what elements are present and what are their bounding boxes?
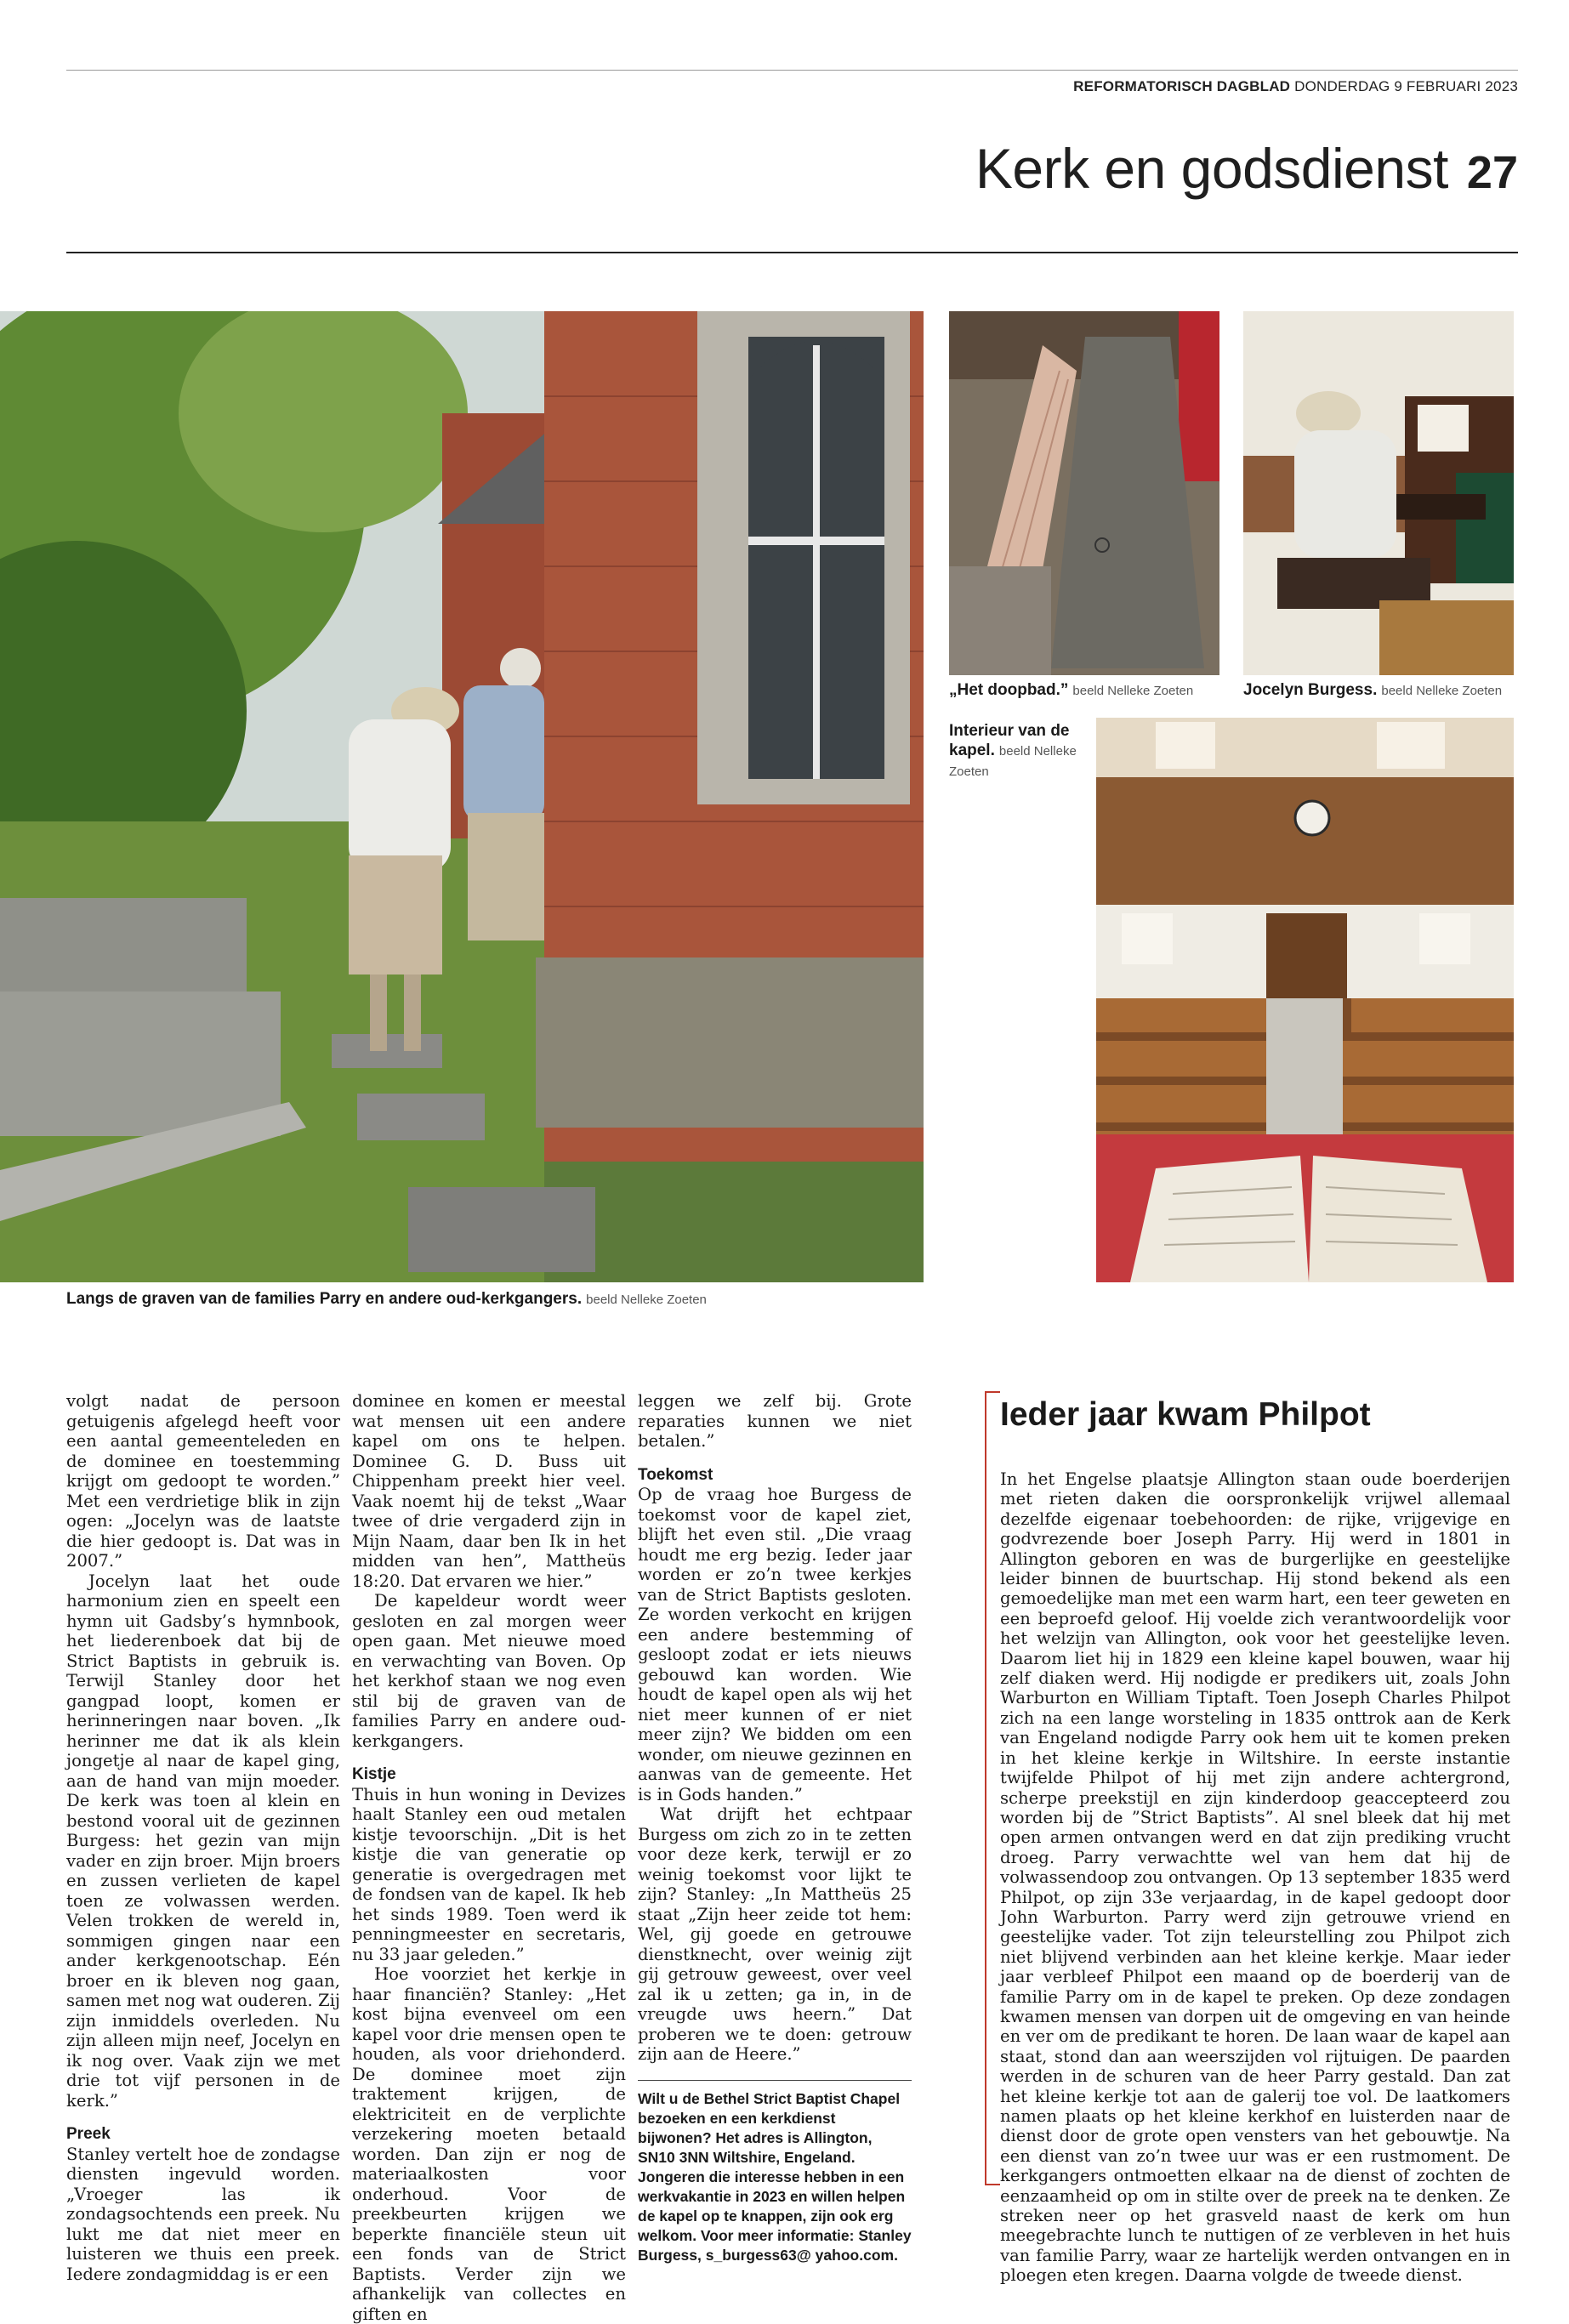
article-paragraph: dominee en komen er meestal wat mensen uit een andere kapel om ons te helpen. Dominee G. D. Buss uit Chippenham preekt hier veel. Vaak noemt hij de tekst „Waar twee of drie vergaderd zijn in Mijn Naam, daar ben Ik in het midden van hen”, Mattheüs 18:20. Dat ervaren we hier.”	[352, 1391, 626, 1591]
paper-name: REFORMATORISCH DAGBLAD	[1073, 78, 1291, 94]
section-title: Kerk en godsdienst	[975, 137, 1448, 200]
jocelyn-credit: beeld Nelleke Zoeten	[1381, 684, 1503, 698]
article-paragraph: leggen we zelf bij. Grote reparaties kunnen we niet betalen.”	[638, 1391, 912, 1451]
jocelyn-caption-text: Jocelyn Burgess.	[1243, 681, 1378, 699]
article-column-3	[638, 1391, 912, 2265]
article-paragraph: Thuis in hun woning in Devizes haalt Stanley een oud metalen kistje tevoorschijn. „Dit is het kistje die van generatie op generatie is overgedragen met de fondsen van de kapel. Ik heb het sinds 1989. Toen werd ik penningmeester en secretaris, nu 33 jaar geleden.”	[352, 1784, 626, 1964]
article-column-2	[352, 1391, 626, 2324]
interieur-photo	[1096, 718, 1514, 1282]
main-photo-caption	[66, 1289, 917, 1310]
doopbad-caption	[949, 680, 1230, 701]
subheading-kistje: Kistje	[352, 1765, 396, 1783]
top-rule	[66, 70, 1518, 71]
main-photo	[0, 311, 924, 1282]
article-paragraph: volgt nadat de persoon getuigenis afgelegd heeft voor een aantal gemeenteleden en de dominee en toestemming krijgt om gedoopt te worden.” Met een verdrietige blik in zijn ogen: „Jocelyn was de laatste die hier gedoopt is. Dat was in 2007.”	[66, 1391, 340, 1571]
jocelyn-caption	[1243, 680, 1524, 701]
article-paragraph: De kapeldeur wordt weer gesloten en zal morgen weer open gaan. Met nieuwe moed en verwachting van Boven. Op het kerkhof staan we nog even stil bij de graven van de families Parry en andere oud-kerkgangers.	[352, 1591, 626, 1751]
article-paragraph: Stanley vertelt hoe de zondagse diensten ingevuld worden. „Vroeger las ik zondagsochtends een preek. Nu lukt me dat niet meer en luisteren we thuis een preek. Iedere zondagmiddag is er een	[66, 2144, 340, 2284]
article-paragraph: Jocelyn laat het oude harmonium zien en speelt een hymn uit Gadsby’s hymnbook, het liederenboek dat bij de Strict Baptists in gebruik is. Terwijl Stanley door het gangpad loopt, komen er herinneringen naar boven. „Ik herinner me dat ik als klein jongetje al naar de kapel ging, aan de hand van mijn moeder. De kerk was toen al klein en bestond vooral uit de gezinnen Burgess: het gezin van mijn vader en zijn broer. Mijn broers en zussen verlieten de kapel toen ze volwassen werden. Velen trokken de wereld in, sommigen gingen naar een ander kerkgenootschap. Eén broer en ik bleven nog gaan, samen met nog wat ouderen. Zij zijn inmiddels overleden. Nu zijn alleen mijn neef, Jocelyn en ik nog over. Vaak zijn we met drie tot vijf personen in de kerk.”	[66, 1571, 340, 2111]
main-photo-caption-text: Langs de graven van de families Parry en andere oud-kerkgangers.	[66, 1290, 583, 1308]
main-photo-image	[0, 311, 924, 1282]
jocelyn-photo	[1243, 311, 1514, 675]
article-column-1	[66, 1391, 340, 2284]
page-number: 27	[1466, 147, 1518, 198]
doopbad-credit: beeld Nelleke Zoeten	[1072, 684, 1194, 698]
main-photo-credit: beeld Nelleke Zoeten	[586, 1293, 707, 1307]
issue-date: DONDERDAG 9 FEBRUARI 2023	[1294, 78, 1518, 94]
article-paragraph: Hoe voorziet het kerkje in haar financiën? Stanley: „Het kost bijna evenveel om een kapel voor drie mensen open te houden, als voor driehonderd. De dominee moet zijn traktement krijgen, de elektriciteit en de verplichte verzekering moeten betaald worden. Dan zijn er nog de materiaalkosten voor onderhoud. Voor de preekbeurten krijgen we beperkte financiële steun uit een fonds van de Strict Baptists. Verder zijn we afhankelijk van collectes en giften en	[352, 1964, 626, 2324]
article-paragraph: Op de vraag hoe Burgess de toekomst voor de kapel ziet, blijft het even stil. „Die vraag houdt me erg bezig. Ieder jaar worden er zo’n twee kerkjes van de Strict Baptists gesloten. Ze worden verkocht en krijgen een andere bestemming of gesloopt zodat er iets nieuws gebouwd kan worden. Wie houdt de kapel open als wij het niet meer kunnen of er niet meer zijn? We bidden om een wonder, om nieuwe gezinnen en aanwas van de gemeente. Het is in Gods handen.”	[638, 1485, 912, 1804]
subheading-preek: Preek	[66, 2125, 111, 2143]
section-rule	[66, 252, 1518, 253]
visit-infobox: Wilt u de Bethel Strict Baptist Chapel bezoeken en een kerkdienst bijwonen? Het adres is Allington, SN10 3NN Wiltshire, Engeland. Jongeren die interesse hebben in een werkvakantie in 2023 en willen helpen de kapel op te knappen, zijn ook erg welkom. Voor meer informatie: Stanley Burgess, s_burgess63@ yahoo.com.	[638, 2089, 912, 2264]
interieur-caption-text: Interieur van de kapel.	[949, 722, 1070, 759]
infobox-rule	[638, 2080, 912, 2081]
subheading-toekomst: Toekomst	[638, 1465, 713, 1484]
interieur-caption	[949, 721, 1085, 781]
interieur-photo-image	[1096, 718, 1514, 1282]
sidebar-title: Ieder jaar kwam Philpot	[1000, 1396, 1371, 1433]
section-header	[975, 136, 1518, 201]
doopbad-photo	[949, 311, 1219, 675]
interieur-credit: beeld Nelleke Zoeten	[949, 744, 1077, 779]
jocelyn-photo-image	[1243, 311, 1514, 675]
doopbad-photo-image	[949, 311, 1219, 675]
doopbad-caption-text: „Het doopbad.”	[949, 681, 1069, 699]
article-paragraph: Wat drijft het echtpaar Burgess om zich zo in te zetten voor deze kerk, terwijl er zo weinig toekomst voor lijkt te zijn? Stanley: „In Mattheüs 25 staat „Zijn heer zeide tot hem: Wel, gij goede en getrouwe dienstknecht, over weinig zijt gij getrouw geweest, over veel zal ik u zetten; ga in, in de vreugde uws heern.” Dat proberen we te doen: getrouw zijn aan de Heere.”	[638, 1804, 912, 2064]
masthead	[1073, 78, 1518, 95]
sidebar-body: In het Engelse plaatsje Allington staan oude boerderijen met rieten daken die oorspronkelijk vrijwel allemaal dezelfde eigenaar toebehoorden: de rijke, vrijgevige en godvrezende boer Joseph Parry. Hij werd in 1801 in Allington geboren en was de burgerlijke en geestelijke leider binnen de buurtschap. Hij stond bekend als een gemoedelijke man met een warm hart, een teer geweten en een beproefd geloof. Hij voelde zich verantwoordelijk voor het welzijn van Allington, ook voor het geestelijke leven. Daarom liet hij in 1829 een kleine kapel bouwen, waar hij zelf diaken werd. Hij nodigde er predikers uit, zoals John Warburton en William Tiptaft. Toen Joseph Charles Philpot zich na een lange worsteling in 1835 onttrok aan de Kerk van Engeland nodigde Parry ook hem uit te komen preken in het kleine kerkje in Wiltshire. In eerste instantie twijfelde Philpot of hij met zijn andere achtergrond, scherpe preekstijl en zijn kinderdoop geaccepteerd zou worden bij de ”Strict Baptists”. Al snel bleek dat hij met open armen ontvangen werd en dat zijn prediking vrucht droeg. Parry verwachtte wel van hem dat hij de volwassendoop zou ontvangen. Op 13 september 1835 werd Philpot, op zijn 33e verjaardag, in de kapel gedoopt door John Warburton. Parry werd zijn getrouwe vriend en geestelijke vader. Tot zijn teleurstelling zou Philpot zich niet blijvend verbinden aan het kleine kerkje. Maar ieder jaar verbleef Philpot een maand op de boerderij van de familie Parry om in de kapel te preken. Op deze zondagen kwamen mensen van dorpen uit de omgeving en van heinde en ver om de predikant te horen. De laan waar de kapel aan staat, stond dan aan weerszijden vol rijtuigen. De paarden werden in de schuren van de heer Parry gestald. Dan zat het kleine kerkje tot aan de galerij toe vol. De laatkomers namen plaats op het kleine kerkhof en luisterden naar de dienst door de grote open vensters van het gebouwtje. Na een dienst van zo’n twee uur was er een rustmoment. De kerkgangers ontmoetten elkaar na de dienst of zochten de eenzaamheid op om in stilte over de preek na te denken. Ze streken neer op het grasveld naast de kerk om hun meegebrachte lunch te nuttigen of ze verbleven in het huis van familie Parry, waar ze hartelijk werden ontvangen en in ploegen eten kregen. Daarna volgde de tweede dienst.	[1000, 1469, 1510, 2286]
sidebar-bracket	[985, 1391, 1000, 2185]
